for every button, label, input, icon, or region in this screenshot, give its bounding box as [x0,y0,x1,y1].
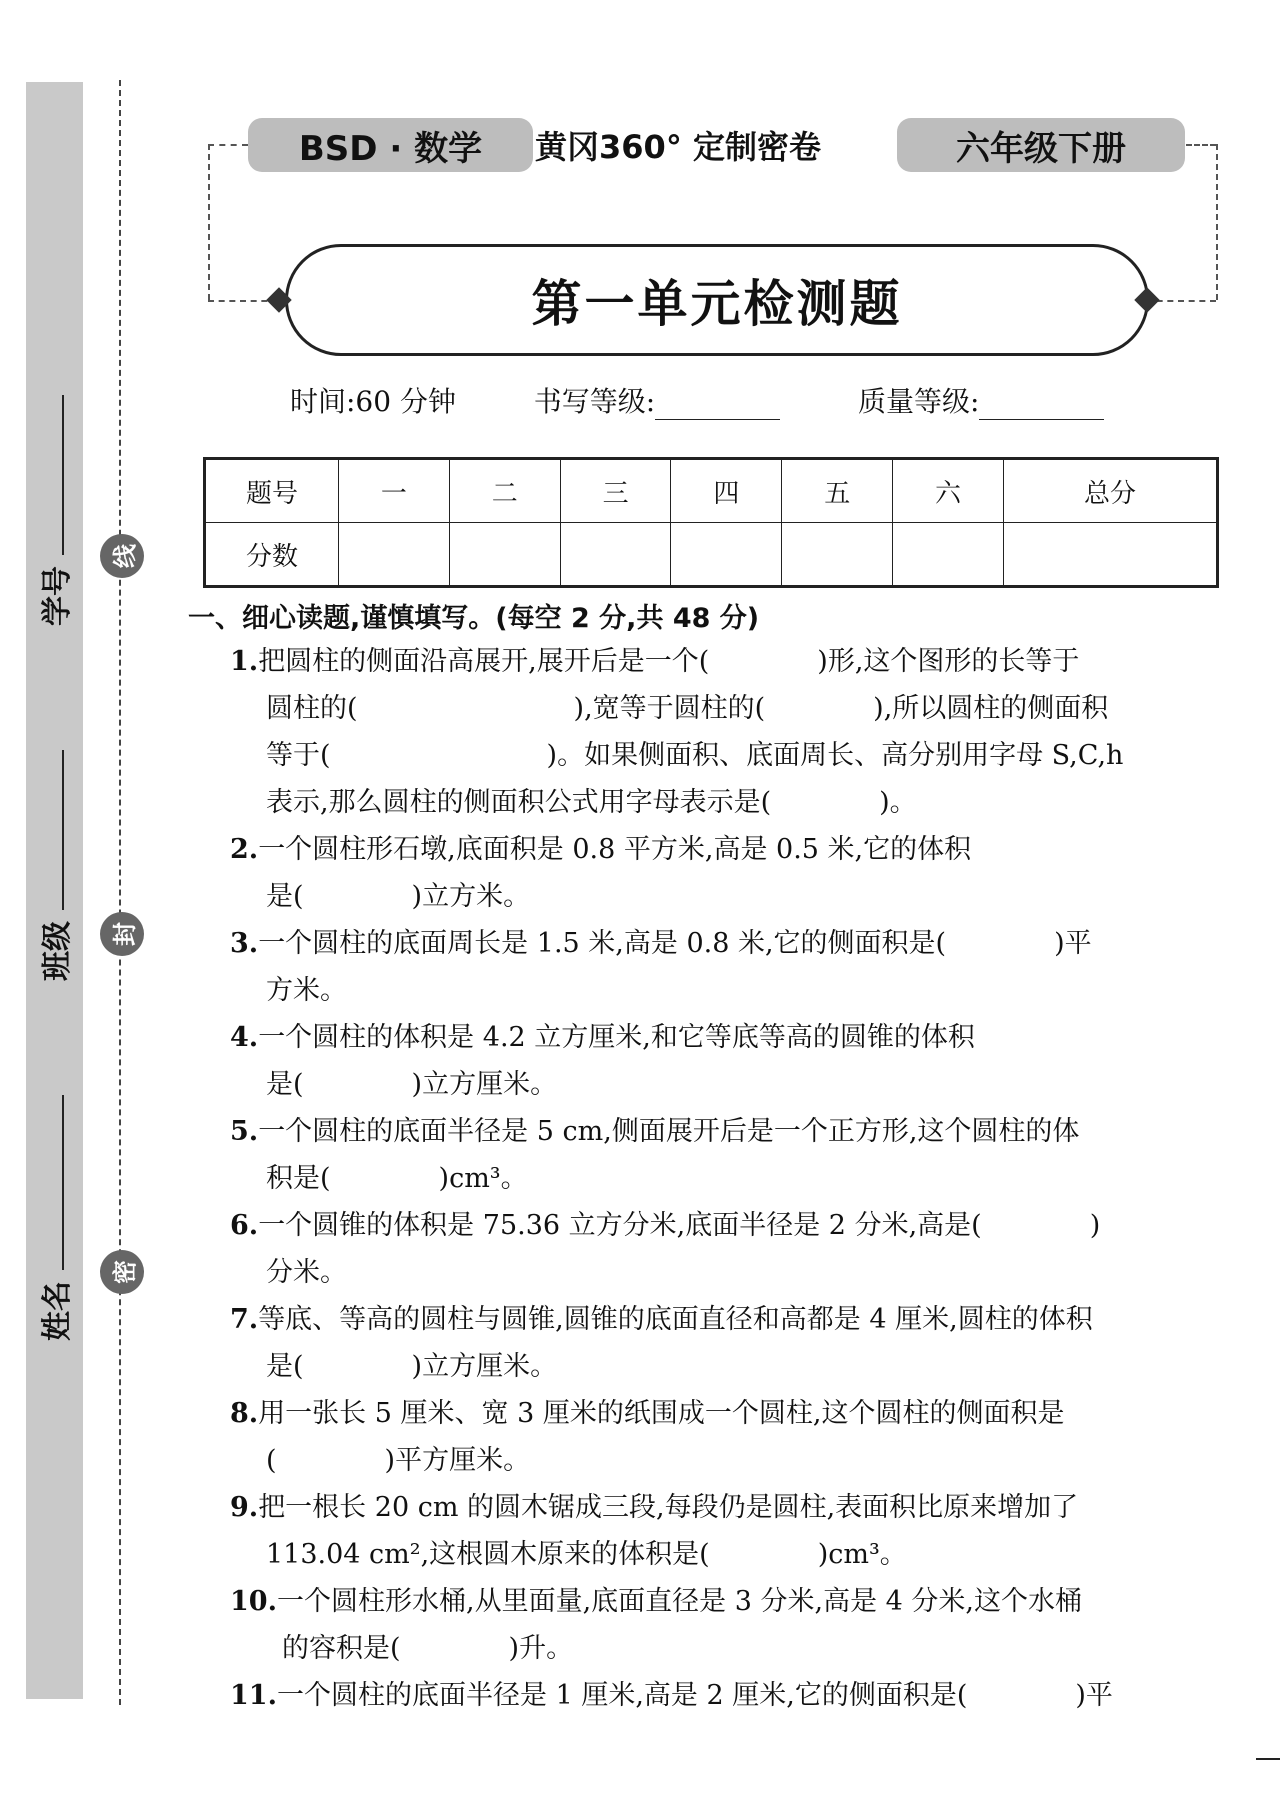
question-9 [230,1484,1235,1578]
exam-meta [290,380,1190,420]
question-text: 把一根长 20 cm 的圆木锯成三段,每段仍是圆柱,表面积比原来增加了 [258,1492,1079,1523]
score-table-score-row [205,523,1218,587]
score-cell[interactable] [1003,523,1217,587]
question-text: 是( )立方厘米。 [266,1351,558,1382]
question-2 [230,826,1235,920]
question-text: 用一张长 5 厘米、宽 3 厘米的纸围成一个圆柱,这个圆柱的侧面积是 [258,1398,1065,1429]
quality-grade-label: 质量等级: [858,385,980,418]
question-text: 一个圆柱形石墩,底面积是 0.8 平方米,高是 0.5 米,它的体积 [258,834,972,865]
question-text: 分米。 [266,1257,347,1288]
question-number: 5. [230,1116,259,1147]
question-text: 113.04 cm²,这根圆木原来的体积是( )cm³。 [266,1539,907,1570]
question-number: 2. [230,834,259,865]
frame-dash [208,144,248,146]
frame-dash [1216,144,1218,300]
subject-pill: BSD · 数学 [248,118,533,172]
frame-dash [208,144,210,300]
question-number: 6. [230,1210,259,1241]
seal-feng: 封 [100,912,144,956]
student-id-label: 学号 [40,566,75,626]
score-cell[interactable] [339,523,450,587]
question-text: 等于( )。如果侧面积、底面周长、高分别用字母 S,C,h [266,740,1124,771]
seal-xian: 线 [100,534,144,578]
name-label: 姓名 [40,1281,75,1341]
series-title: 黄冈360° 定制密卷 [535,128,821,166]
question-10 [230,1578,1235,1672]
writing-grade-label: 书写等级: [533,385,656,418]
section-heading: 一、细心读题,谨慎填写。(每空 2 分,共 48 分) [188,603,760,634]
seal-mi: 密 [100,1250,144,1294]
question-text: 一个圆柱形水桶,从里面量,底面直径是 3 分米,高是 4 分米,这个水桶 [276,1586,1082,1617]
question-11 [230,1672,1235,1719]
question-5 [230,1108,1235,1202]
frame-dash [1186,144,1216,146]
question-text: 方米。 [266,975,347,1006]
question-number: 9. [230,1492,259,1523]
score-cell[interactable] [893,523,1004,587]
score-header-cell: 二 [449,459,560,523]
grade-pill: 六年级下册 [897,118,1185,172]
score-header-cell: 四 [671,459,782,523]
score-table [203,457,1219,588]
score-header-cell: 一 [339,459,450,523]
class-blank [62,750,64,910]
question-text: 一个圆柱的体积是 4.2 立方厘米,和它等底等高的圆锥的体积 [258,1022,975,1053]
question-4 [230,1014,1235,1108]
question-text: 积是( )cm³。 [266,1163,528,1194]
question-text: 是( )立方厘米。 [266,1069,558,1100]
question-text: 一个圆锥的体积是 75.36 立方分米,底面半径是 2 分米,高是( ) [258,1210,1101,1241]
question-text: 一个圆柱的底面半径是 1 厘米,高是 2 厘米,它的侧面积是( )平 [276,1680,1113,1711]
score-header-cell: 五 [782,459,893,523]
question-number: 10. [230,1586,277,1617]
question-text: 等底、等高的圆柱与圆锥,圆锥的底面直径和高都是 4 厘米,圆柱的体积 [258,1304,1093,1335]
question-text: 一个圆柱的底面周长是 1.5 米,高是 0.8 米,它的侧面积是( )平 [258,928,1092,959]
cut-dashed-line [119,80,121,1705]
score-header-cell: 题号 [205,459,339,523]
title-box [285,244,1149,356]
page-title: 第一单元检测题 [531,274,903,333]
name-blank [62,1095,64,1270]
binding-strip [26,82,83,1699]
question-number: 11. [230,1680,277,1711]
time-label: 时间:60 分钟 [290,385,456,418]
score-header-cell: 三 [560,459,671,523]
question-number: 7. [230,1304,259,1335]
question-number: 4. [230,1022,259,1053]
score-header-cell: 总分 [1003,459,1217,523]
question-text: 表示,那么圆柱的侧面积公式用字母表示是( )。 [266,787,917,818]
score-row-label: 分数 [205,523,339,587]
writing-grade-blank [655,389,780,420]
question-text: 一个圆柱的底面半径是 5 cm,侧面展开后是一个正方形,这个圆柱的体 [258,1116,1080,1147]
quality-grade-blank [979,389,1104,420]
question-3 [230,920,1235,1014]
question-text: 是( )立方米。 [266,881,531,912]
question-number: 3. [230,928,259,959]
score-cell[interactable] [782,523,893,587]
score-cell[interactable] [560,523,671,587]
question-8 [230,1390,1235,1484]
page-edge-mark [1256,1758,1280,1760]
question-1 [230,638,1235,826]
class-label: 班级 [40,921,75,981]
question-number: 1. [230,646,259,677]
question-text: ( )平方厘米。 [266,1445,531,1476]
question-7 [230,1296,1235,1390]
score-cell[interactable] [449,523,560,587]
question-text: 的容积是( )升。 [282,1633,574,1664]
question-6 [230,1202,1235,1296]
question-text: 圆柱的( ),宽等于圆柱的( ),所以圆柱的侧面积 [266,693,1109,724]
score-table-header-row [205,459,1218,523]
score-header-cell: 六 [893,459,1004,523]
score-cell[interactable] [671,523,782,587]
student-id-blank [62,395,64,555]
question-number: 8. [230,1398,259,1429]
question-text: 把圆柱的侧面沿高展开,展开后是一个( )形,这个图形的长等于 [258,646,1080,677]
